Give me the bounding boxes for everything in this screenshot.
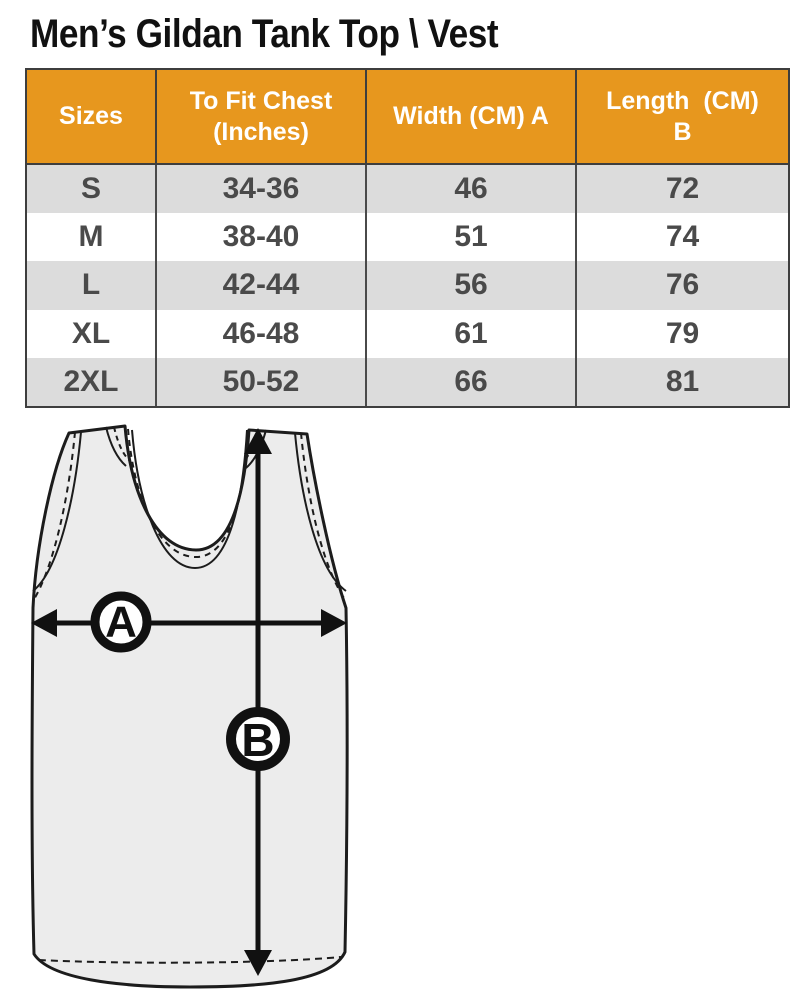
length-cell: 74 [665, 220, 700, 254]
header-cell-length [577, 70, 788, 163]
header-label: To Fit Chest [189, 87, 333, 115]
width-cell: 66 [367, 358, 577, 406]
header-cell-sizes [27, 70, 157, 163]
size-table-body [27, 165, 788, 406]
length-cell: 72 [665, 172, 700, 206]
measure-a-label: A [105, 597, 137, 647]
width-cell: 46 [367, 165, 577, 213]
size-cell: M [27, 213, 157, 261]
table-row [27, 261, 788, 309]
table-row [27, 213, 788, 261]
size-cell: XL [27, 310, 157, 358]
size-cell: S [27, 165, 157, 213]
chest-cell: 34-36 [157, 165, 367, 213]
table-row [27, 358, 788, 406]
length-cell: 81 [665, 364, 700, 398]
size-cell: L [27, 261, 157, 309]
table-row [27, 165, 788, 213]
header-cell-width [367, 70, 577, 163]
measure-b-badge [231, 712, 285, 766]
tank-top-outline [32, 426, 347, 987]
width-cell: 56 [367, 261, 577, 309]
header-label: Length (CM) [606, 87, 759, 115]
size-cell: 2XL [27, 358, 157, 406]
header-cell-chest [157, 70, 367, 163]
width-cell: 51 [367, 213, 577, 261]
chest-cell: 50-52 [157, 358, 367, 406]
table-row [27, 310, 788, 358]
header-label: B [673, 117, 692, 146]
tank-top-diagram [0, 418, 460, 1000]
length-cell: 79 [665, 316, 700, 350]
width-cell: 61 [367, 310, 577, 358]
page-title: Men’s Gildan Tank Top \ Vest [30, 12, 499, 56]
header-label: Width (CM) A [393, 102, 549, 131]
header-label: Sizes [59, 102, 123, 131]
chest-cell: 46-48 [157, 310, 367, 358]
size-table-header [27, 70, 788, 165]
chest-cell: 42-44 [157, 261, 367, 309]
measure-b-label: B [241, 714, 275, 766]
length-cell: 76 [665, 268, 700, 302]
measure-a-badge [95, 596, 147, 648]
size-table [25, 68, 790, 408]
header-label: (Inches) [213, 117, 309, 146]
chest-cell: 38-40 [157, 213, 367, 261]
